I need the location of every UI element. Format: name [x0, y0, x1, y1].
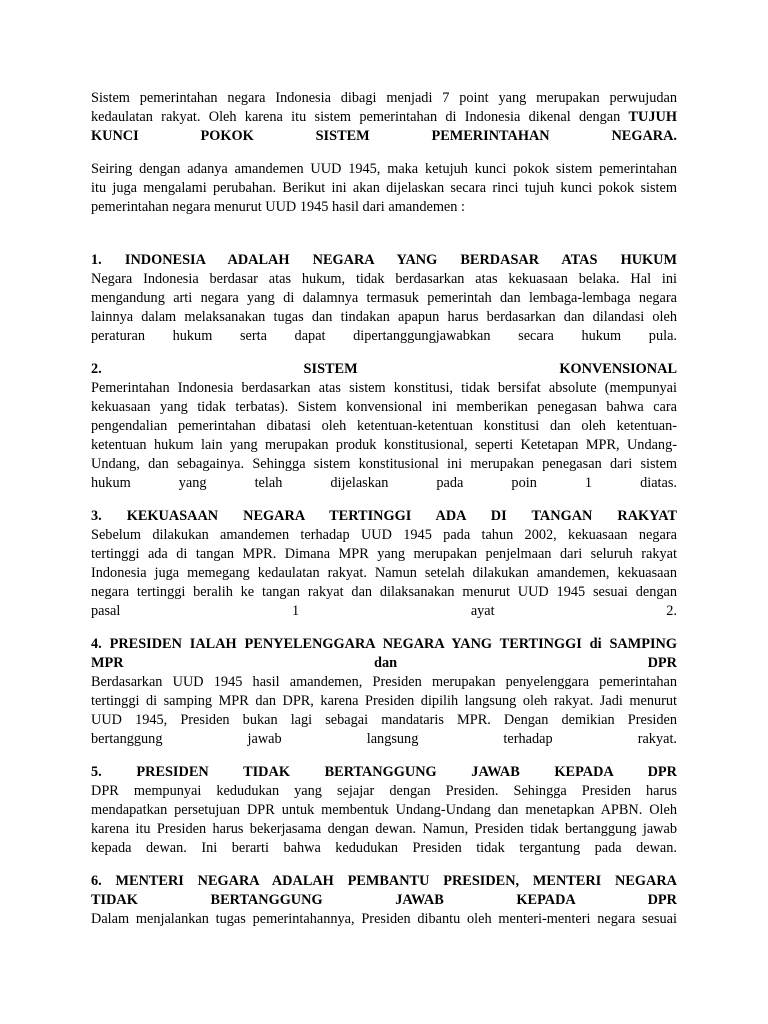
text-line: tertinggi ada di tangan MPR. Dimana MPR yang merupakan penjelmaan dari seluruh rakyat [91, 546, 677, 562]
text-line: Berdasarkan UUD 1945 hasil amandemen, Presiden merupakan penyelenggara pemerintahan [91, 674, 677, 690]
text-line: Undang, dan sebagainya. Sehingga sistem konstitusional ini merupakan penegasan dari sistem [91, 456, 677, 472]
text-line: Sebelum dilakukan amandemen terhadap UUD 1945 pada tahun 2002, kekuasaan negara [91, 527, 677, 543]
text-line: kekuasaan yang tidak terbatas). Sistem konvensional ini memberikan penegasan bahwa cara [91, 399, 677, 415]
text-line: kepada dewan. Ini berarti bahwa kedudukan Presiden tidak tergantung pada dewan. [91, 840, 677, 856]
paragraph-gap [91, 493, 677, 507]
section-5 [91, 763, 677, 858]
paragraph-gap [91, 621, 677, 635]
text-line: negara tertinggi beralih ke tangan rakyat dan dilaksanakan menurut UUD 1945 sesuai dengan [91, 584, 677, 600]
text-line: Seiring dengan adanya amandemen UUD 1945, maka ketujuh kunci pokok sistem pemerintahan [91, 161, 677, 177]
text-line: Sistem pemerintahan negara Indonesia dibagi menjadi 7 point yang merupakan perwujudan [91, 90, 677, 106]
text-line: pasal 1 ayat 2. [91, 603, 677, 619]
text-line: hukum yang telah dijelaskan pada poin 1 diatas. [91, 475, 677, 491]
text-line: lainnya dalam melaksanakan tugas dan tindakan apapun harus berdasarkan dan dilandasi oleh [91, 309, 677, 325]
text-line: karena itu Presiden harus bekerjasama dengan dewan. Namun, Presiden tidak bertanggung jawab [91, 821, 677, 837]
section-4 [91, 635, 677, 749]
paragraph-gap [91, 346, 677, 360]
text-line [91, 108, 677, 127]
text-line: Pemerintahan Indonesia berdasarkan atas sistem konstitusi, tidak bersifat absolute (mempunyai [91, 380, 677, 396]
section-3 [91, 507, 677, 621]
section-heading: 6. MENTERI NEGARA ADALAH PEMBANTU PRESIDEN, MENTERI NEGARA [91, 873, 677, 889]
intro-paragraph [91, 89, 677, 146]
text-line: itu juga mengalami perubahan. Berikut ini akan dijelaskan secara rinci tujuh kunci pokok sistem [91, 180, 677, 196]
intro-paragraph-2 [91, 160, 677, 217]
text-line: pemerintahan negara menurut UUD 1945 hasil dari amandemen : [91, 199, 465, 215]
section-heading: TIDAK BERTANGGUNG JAWAB KEPADA DPR [91, 892, 677, 908]
section-heading: 2. SISTEM KONVENSIONAL [91, 361, 677, 377]
text-line: ketentuan hukum lain yang merupakan produk konstitusional, seperti Ketetapan MPR, Undang- [91, 437, 677, 453]
section-heading: 3. KEKUASAAN NEGARA TERTINGGI ADA DI TANGAN RAKYAT [91, 508, 677, 524]
emphasis-line: KUNCI POKOK SISTEM PEMERINTAHAN NEGARA. [91, 128, 677, 144]
text-line: tertinggi di samping MPR dan DPR, karena Presiden dipilih langsung oleh rakyat. Jadi menurut [91, 693, 677, 709]
text-line: mengandung arti negara yang di dalamnya termasuk pemerintah dan lembaga-lembaga negara [91, 290, 677, 306]
text-line: pengendalian pemerintahan dibatasi oleh ketentuan-ketentuan konstitusi dan oleh ketentuan- [91, 418, 677, 434]
text-line: bertanggung jawab langsung terhadap rakyat. [91, 731, 677, 747]
section-heading: 5. PRESIDEN TIDAK BERTANGGUNG JAWAB KEPADA DPR [91, 764, 677, 780]
text-line: Negara Indonesia berdasar atas hukum, tidak berdasarkan atas kekuasaan belaka. Hal ini [91, 271, 677, 287]
section-2 [91, 360, 677, 493]
paragraph-gap [91, 146, 677, 160]
text-line: UUD 1945, Presiden bukan lagi sebagai mandataris MPR. Dengan demikian Presiden [91, 712, 677, 728]
section-6 [91, 872, 677, 929]
section-heading: 1. INDONESIA ADALAH NEGARA YANG BERDASAR ATAS HUKUM [91, 252, 677, 268]
paragraph-gap [91, 749, 677, 763]
text-line: Dalam menjalankan tugas pemerintahannya, Presiden dibantu oleh menteri-menteri negara sesuai [91, 911, 677, 927]
text-line: Indonesia juga memegang kedaulatan rakyat. Namun setelah dilakukan amandemen, kekuasaan [91, 565, 677, 581]
section-heading: MPR dan DPR [91, 655, 677, 671]
text-line: DPR mempunyai kedudukan yang sejajar dengan Presiden. Sehingga Presiden harus [91, 783, 677, 799]
emphasis-text: TUJUH [628, 109, 677, 125]
section-heading: 4. PRESIDEN IALAH PENYELENGGARA NEGARA YANG TERTINGGI di SAMPING [91, 636, 677, 652]
text-line: mendapatkan persetujuan DPR untuk membentuk Undang-Undang dan menetapkan APBN. Oleh [91, 802, 677, 818]
text-span: kedaulatan rakyat. Oleh karena itu sistem pemerintahan di Indonesia dikenal dengan [91, 109, 621, 125]
paragraph-gap [91, 217, 677, 251]
section-1 [91, 251, 677, 346]
text-line: peraturan hukum serta dapat dipertanggungjawabkan secara hukum pula. [91, 328, 677, 344]
paragraph-gap [91, 858, 677, 872]
